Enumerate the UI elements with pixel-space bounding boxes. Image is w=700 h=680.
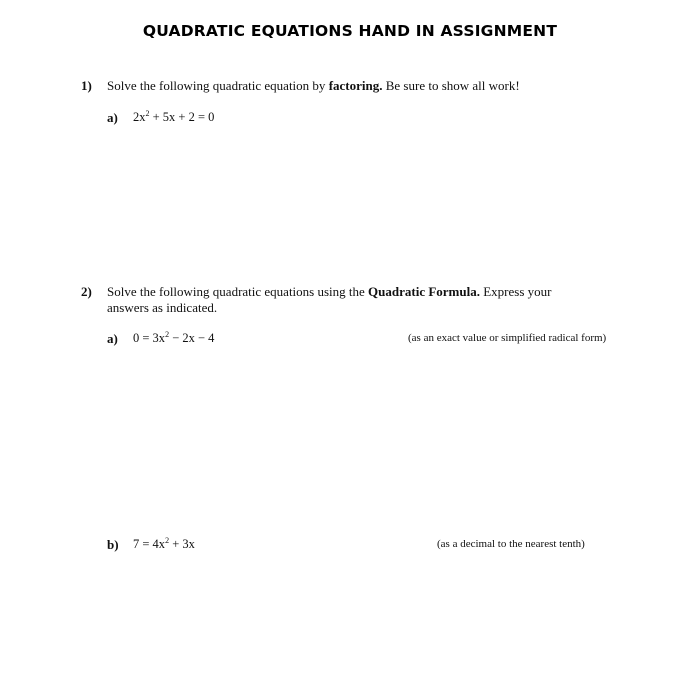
question-2a-equation [133, 331, 214, 346]
question-1a-eq-exponent: 2 [145, 109, 150, 118]
question-2b-eq-part1: 7 = 4x [133, 537, 166, 551]
question-2b-eq-part2: + 3x [169, 537, 195, 551]
question-1-text-after: Be sure to show all work! [382, 78, 520, 93]
question-1-text-before: Solve the following quadratic equation by [107, 78, 329, 93]
question-2-number: 2) [81, 284, 92, 299]
question-2a-eq-exponent: 2 [165, 330, 170, 339]
question-1a-eq-part1: 2x [133, 110, 146, 124]
question-2-text [107, 284, 592, 316]
question-2b-eq-exponent: 2 [165, 536, 170, 545]
question-2b-equation [133, 537, 195, 552]
page-title: QUADRATIC EQUATIONS HAND IN ASSIGNMENT [142, 22, 558, 40]
question-2-text-bold: Quadratic Formula. [368, 284, 480, 299]
question-1a-equation [133, 110, 214, 125]
question-2a-note: (as an exact value or simplified radical form) [408, 332, 607, 344]
question-2-text-after: Express your answers as indicated. [107, 284, 552, 315]
question-2b-note: (as a decimal to the nearest tenth) [437, 538, 585, 550]
question-2a-label: a) [107, 331, 118, 346]
question-2a-eq-part1: 0 = 3x [133, 331, 166, 345]
question-1a-eq-part2: + 5x + 2 = 0 [149, 110, 215, 124]
question-1a-label: a) [107, 110, 118, 125]
question-1-number: 1) [81, 78, 92, 93]
question-2b-label: b) [107, 537, 119, 552]
question-1-text-bold: factoring. [328, 78, 383, 93]
question-1-text [107, 78, 627, 94]
question-2-text-before: Solve the following quadratic equations using the [107, 284, 369, 299]
question-2a-eq-part2: − 2x − 4 [169, 331, 215, 345]
